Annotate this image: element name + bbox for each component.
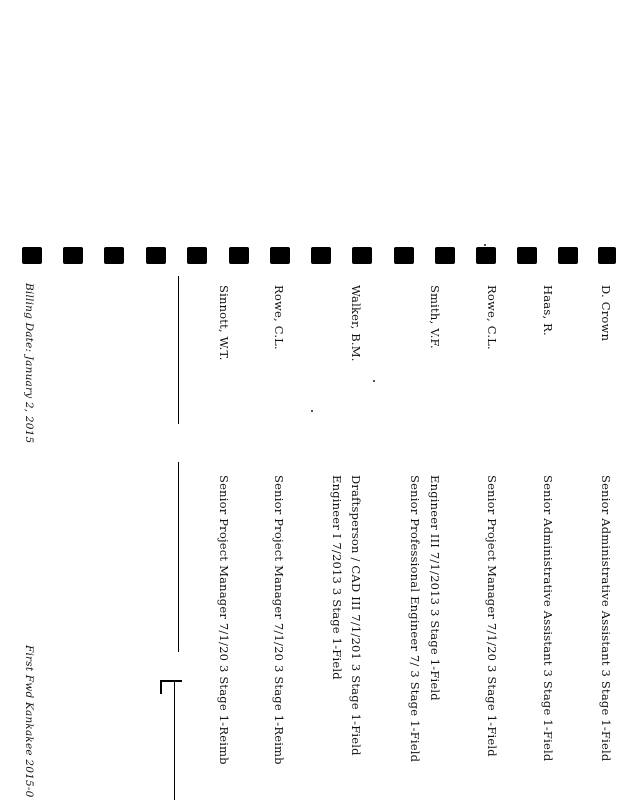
bracket-mark: [174, 680, 175, 800]
black-mark: [146, 247, 166, 264]
row-title: Senior Project Manager 7/1/20 3 Stage 1-Field: [485, 475, 499, 757]
black-mark: [229, 247, 249, 264]
black-mark: [22, 247, 42, 264]
name-rowe: Rowe, C.L.: [485, 285, 499, 350]
scan-speck: [373, 380, 375, 382]
black-mark: [394, 247, 414, 264]
name-haas: Haas, R.: [541, 285, 555, 336]
black-mark: [311, 247, 331, 264]
row-title: Senior Administrative Assistant 3 Stage 1-Field: [541, 475, 555, 762]
name-rowe-2: Rowe, C.L.: [272, 285, 286, 350]
row-title: Senior Professional Engineer 7/ 3 Stage 1-Field: [408, 475, 422, 763]
name-walker: Walker, B.M.: [349, 285, 363, 362]
bracket-mark: [160, 680, 162, 694]
black-mark: [352, 247, 372, 264]
row-title: Senior Administrative Assistant 3 Stage 1-Field: [599, 475, 613, 762]
scan-speck: [484, 244, 486, 246]
black-mark: [187, 247, 207, 264]
black-mark: [63, 247, 83, 264]
row-title: Senior Project Manager 7/1/20 3 Stage 1-Reimb: [217, 475, 231, 765]
project-footer: First Fwd Kankakee 2015-0: [23, 645, 35, 798]
column-divider: [178, 462, 179, 652]
column-divider: [178, 276, 179, 424]
name-sinnott: Sinnott, W.T.: [217, 285, 231, 361]
scan-speck: [311, 410, 313, 412]
billing-date: Billing Date: January 2, 2015: [23, 283, 35, 444]
name-smith: Smith, V.F.: [428, 285, 442, 349]
row-title: Senior Project Manager 7/1/20 3 Stage 1-Reimb: [272, 475, 286, 765]
name-d-crown: D. Crown: [599, 285, 613, 342]
black-mark: [270, 247, 290, 264]
black-mark: [517, 247, 537, 264]
black-mark: [558, 247, 578, 264]
black-mark: [104, 247, 124, 264]
row-title: Draftsperson / CAD III 7/1/201 3 Stage 1-Field: [349, 475, 363, 756]
black-mark: [598, 247, 616, 264]
black-mark: [476, 247, 496, 264]
black-mark: [435, 247, 455, 264]
row-title: Engineer I 7/2013 3 Stage 1-Field: [330, 475, 344, 680]
bracket-mark: [160, 680, 182, 682]
row-title: Engineer III 7/1/2013 3 Stage 1-Field: [428, 475, 442, 701]
